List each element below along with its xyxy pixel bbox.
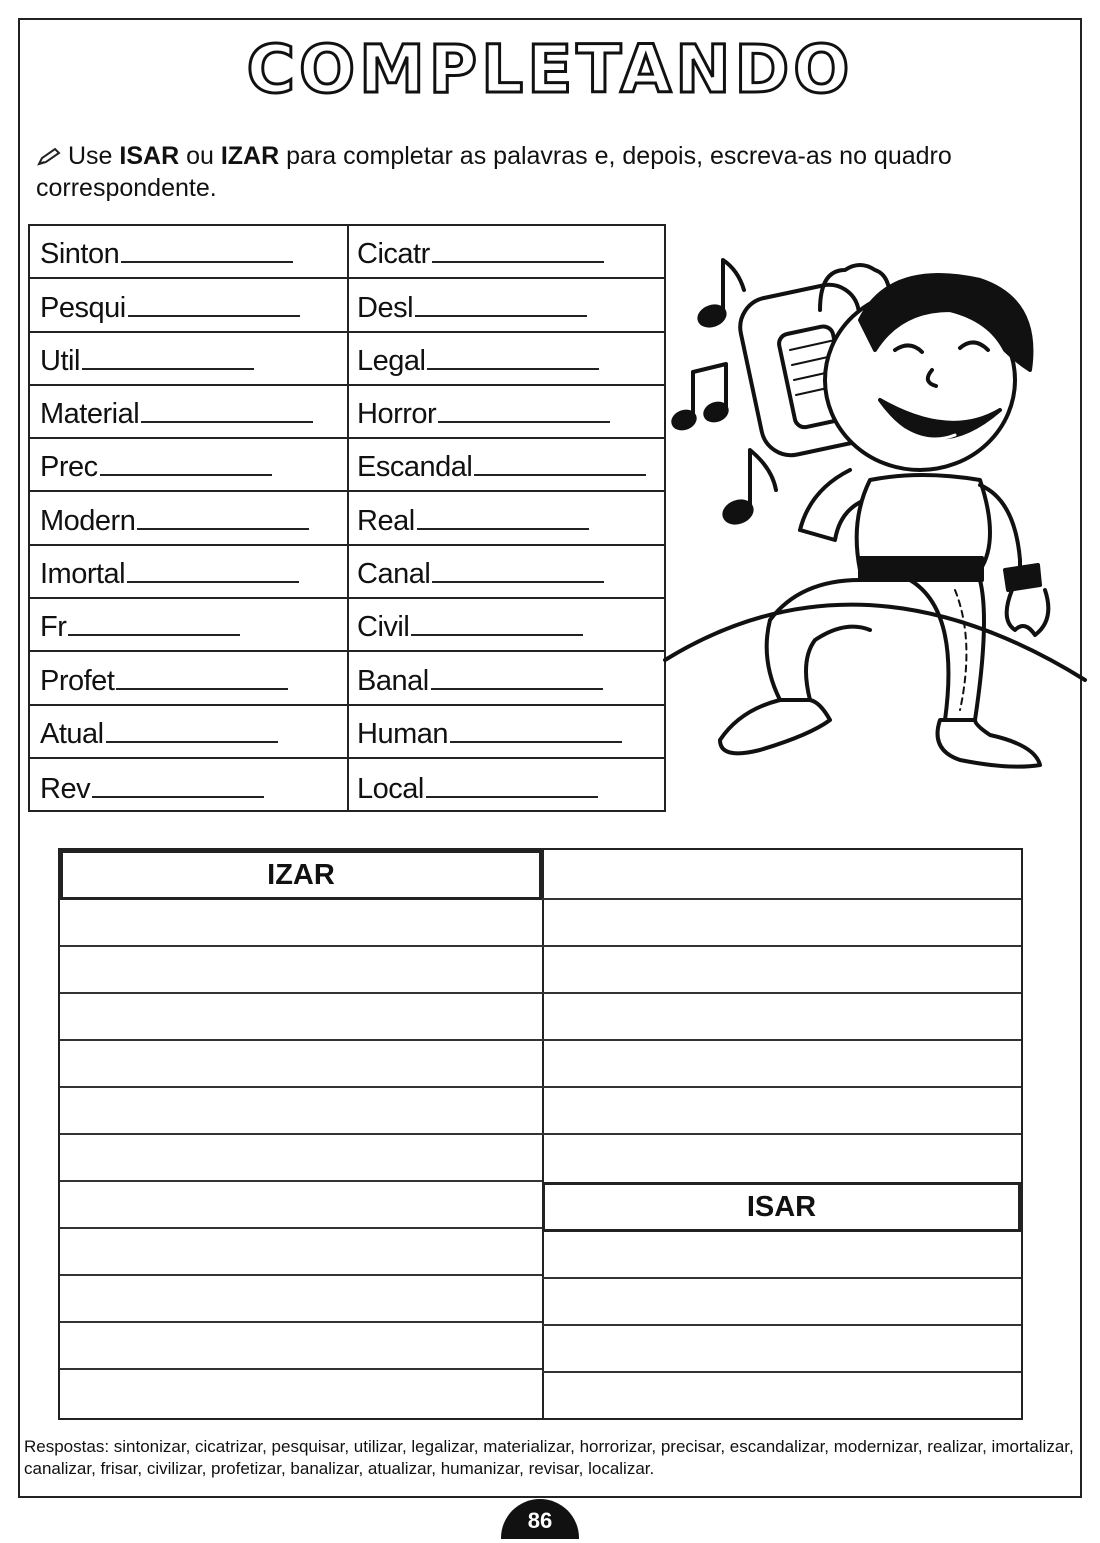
word-stem: Pesqui bbox=[40, 291, 126, 324]
word-blank[interactable] bbox=[68, 634, 240, 636]
page-number: 86 bbox=[501, 1499, 579, 1539]
word-cell[interactable] bbox=[347, 386, 664, 439]
instruction-isar: ISAR bbox=[119, 142, 180, 170]
answer-row[interactable] bbox=[542, 1326, 1021, 1373]
izar-column bbox=[60, 850, 544, 1418]
answer-row[interactable] bbox=[60, 1041, 542, 1088]
word-blank[interactable] bbox=[116, 688, 288, 690]
page-title bbox=[240, 28, 860, 108]
isar-header: ISAR bbox=[542, 1182, 1021, 1232]
izar-header: IZAR bbox=[60, 850, 542, 900]
answer-row[interactable] bbox=[542, 947, 1021, 994]
word-cell[interactable] bbox=[30, 333, 347, 386]
word-blank[interactable] bbox=[431, 688, 603, 690]
word-cell[interactable] bbox=[347, 599, 664, 652]
word-cell[interactable] bbox=[30, 279, 347, 332]
word-blank[interactable] bbox=[432, 581, 604, 583]
answer-row[interactable] bbox=[542, 1373, 1021, 1420]
word-blank[interactable] bbox=[100, 474, 272, 476]
word-stem: Material bbox=[40, 398, 140, 431]
word-cell[interactable] bbox=[347, 546, 664, 599]
instruction bbox=[36, 140, 1076, 204]
word-column-right bbox=[347, 226, 664, 810]
music-note-icon bbox=[721, 450, 776, 526]
word-cell[interactable] bbox=[347, 439, 664, 492]
answer-row[interactable] bbox=[542, 994, 1021, 1041]
word-cell[interactable] bbox=[30, 439, 347, 492]
word-cell[interactable] bbox=[347, 706, 664, 759]
word-cell[interactable] bbox=[30, 546, 347, 599]
answer-row[interactable] bbox=[542, 1088, 1021, 1135]
word-cell[interactable] bbox=[30, 226, 347, 279]
word-blank[interactable] bbox=[137, 528, 309, 530]
answer-row[interactable] bbox=[60, 900, 542, 947]
word-stem: Cicatr bbox=[357, 238, 430, 271]
word-cell[interactable] bbox=[30, 759, 347, 812]
word-stem: Real bbox=[357, 504, 415, 537]
word-stem: Fr bbox=[40, 611, 67, 644]
answer-key: Respostas: sintonizar, cicatrizar, pesquisar, utilizar, legalizar, materializar, horrorizar, precisar, escandalizar, modernizar, realizar, imortalizar, canalizar, frisar, civilizar, profetizar, banalizar, atualizar, humanizar, revisar, localizar. bbox=[24, 1437, 1074, 1478]
instruction-part1: Use bbox=[68, 142, 120, 170]
music-notes-icon bbox=[671, 364, 729, 431]
word-blank[interactable] bbox=[415, 315, 587, 317]
word-blank[interactable] bbox=[474, 474, 646, 476]
word-blank[interactable] bbox=[82, 368, 254, 370]
word-grid bbox=[28, 224, 666, 812]
word-cell[interactable] bbox=[30, 492, 347, 545]
answer-row[interactable] bbox=[542, 850, 1021, 900]
word-stem: Desl bbox=[357, 291, 414, 324]
answer-table bbox=[58, 848, 1023, 1420]
answer-row[interactable] bbox=[542, 900, 1021, 947]
word-cell[interactable] bbox=[347, 333, 664, 386]
word-blank[interactable] bbox=[411, 634, 583, 636]
word-stem: Horror bbox=[357, 398, 437, 431]
word-blank[interactable] bbox=[427, 368, 599, 370]
answer-row[interactable] bbox=[60, 1229, 542, 1276]
word-blank[interactable] bbox=[128, 315, 300, 317]
word-cell[interactable] bbox=[30, 386, 347, 439]
word-blank[interactable] bbox=[426, 796, 598, 798]
answer-row[interactable] bbox=[60, 1135, 542, 1182]
dancing-boy-illustration bbox=[660, 240, 1090, 800]
word-blank[interactable] bbox=[92, 796, 264, 798]
instruction-part2: ou bbox=[179, 142, 221, 170]
word-column-left bbox=[30, 226, 349, 810]
word-stem: Sinton bbox=[40, 238, 120, 271]
answer-row[interactable] bbox=[60, 1323, 542, 1370]
answer-row[interactable] bbox=[60, 1276, 542, 1323]
word-stem: Legal bbox=[357, 344, 426, 377]
word-stem: Civil bbox=[357, 611, 410, 644]
word-stem: Rev bbox=[40, 773, 91, 806]
answer-row[interactable] bbox=[542, 1041, 1021, 1088]
word-cell[interactable] bbox=[347, 652, 664, 705]
word-stem: Prec bbox=[40, 451, 98, 484]
music-note-icon bbox=[697, 260, 744, 329]
instruction-izar: IZAR bbox=[220, 142, 280, 170]
word-stem: Modern bbox=[40, 504, 136, 537]
word-blank[interactable] bbox=[438, 421, 610, 423]
answer-row[interactable] bbox=[542, 1135, 1021, 1182]
word-stem: Profet bbox=[40, 664, 115, 697]
word-stem: Imortal bbox=[40, 558, 126, 591]
page-title-text: COMPLETANDO bbox=[246, 31, 854, 108]
word-blank[interactable] bbox=[121, 261, 293, 263]
word-cell[interactable] bbox=[30, 706, 347, 759]
word-stem: Escandal bbox=[357, 451, 473, 484]
word-blank[interactable] bbox=[417, 528, 589, 530]
word-cell[interactable] bbox=[347, 492, 664, 545]
word-stem: Util bbox=[40, 344, 80, 377]
answer-row[interactable] bbox=[60, 994, 542, 1041]
word-blank[interactable] bbox=[450, 741, 622, 743]
answer-row[interactable] bbox=[542, 1279, 1021, 1326]
word-stem: Atual bbox=[40, 717, 104, 750]
word-stem: Human bbox=[357, 717, 448, 750]
word-blank[interactable] bbox=[141, 421, 313, 423]
answer-row[interactable] bbox=[60, 1370, 542, 1417]
word-cell[interactable] bbox=[347, 226, 664, 279]
word-blank[interactable] bbox=[432, 261, 604, 263]
word-cell[interactable] bbox=[347, 279, 664, 332]
word-blank[interactable] bbox=[106, 741, 278, 743]
mixed-column bbox=[542, 850, 1021, 1418]
word-blank[interactable] bbox=[127, 581, 299, 583]
answer-row[interactable] bbox=[60, 947, 542, 994]
word-stem: Banal bbox=[357, 664, 429, 697]
word-stem: Local bbox=[357, 773, 424, 806]
answer-row[interactable] bbox=[60, 1088, 542, 1135]
answer-row[interactable] bbox=[542, 1232, 1021, 1279]
answer-row[interactable] bbox=[60, 1182, 542, 1229]
instruction-part3: para completar as palavras e, depois, escreva-as no quadro correspondente. bbox=[36, 142, 952, 202]
word-cell[interactable] bbox=[347, 759, 664, 812]
word-stem: Canal bbox=[357, 558, 431, 591]
word-cell[interactable] bbox=[30, 599, 347, 652]
pencil-icon bbox=[36, 147, 62, 167]
word-cell[interactable] bbox=[30, 652, 347, 705]
